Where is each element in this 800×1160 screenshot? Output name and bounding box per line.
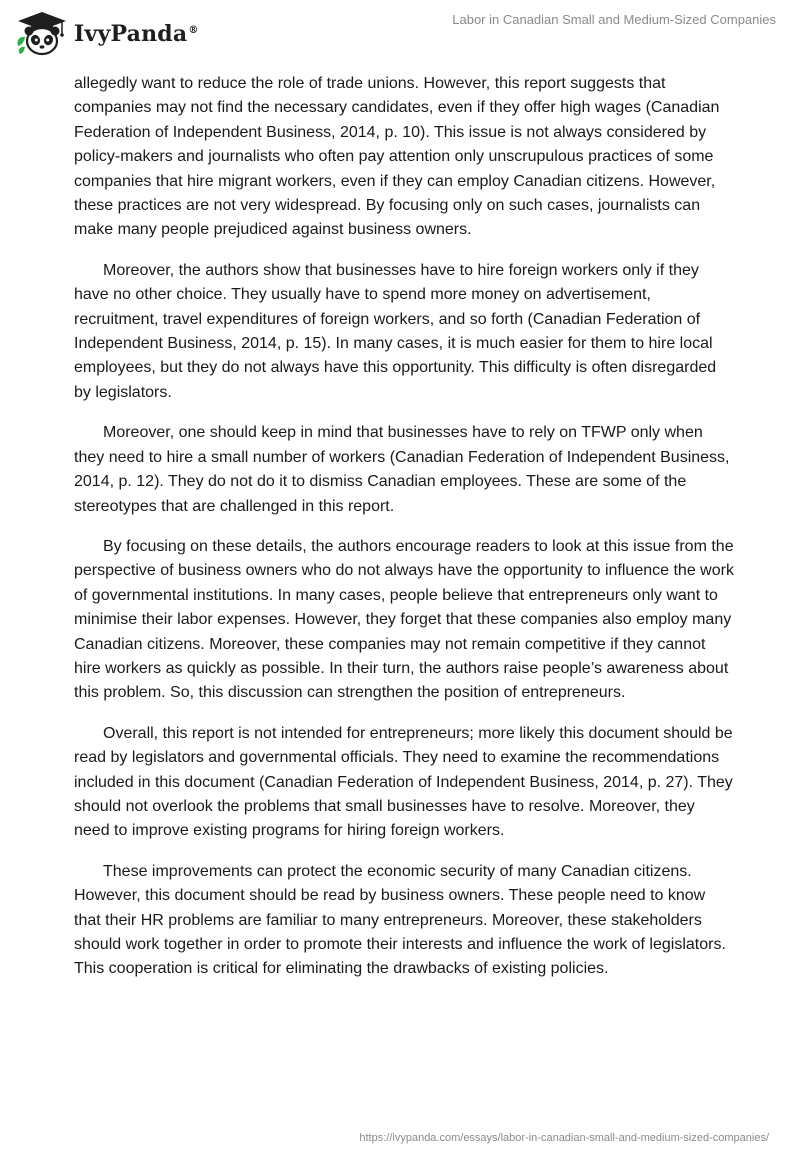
page-header xyxy=(0,0,800,70)
essay-body xyxy=(74,72,734,998)
panda-graduate-icon xyxy=(14,10,70,58)
paragraph: Overall, this report is not intended for entrepreneurs; more likely this document should be read by legislators and governmental officials. They need to examine the recommendations included in this document (Canadian Federation of Independent Business, 2014, p. 27). They should not overlook the problems that small businesses have to resolve. Moreover, they need to improve existing programs for hiring foreign workers. xyxy=(74,724,733,840)
paragraph: Moreover, the authors show that businesses have to hire foreign workers only if they have no other choice. They usually have to spend more money on advertisement, recruitment, travel expenditures of foreign workers, and so forth (Canadian Federation of Independent Business, 2014, p. 15). In many cases, it is much easier for them to hire local employees, but they do not always have this opportunity. This difficulty is often disregarded by legislators. xyxy=(74,261,717,401)
registered-mark: ® xyxy=(188,24,199,36)
footer-url-link[interactable]: https://ivypanda.com/essays/labor-in-canadian-small-and-medium-sized-companies/ xyxy=(359,1132,769,1144)
document-title: Labor in Canadian Small and Medium-Sized Companies xyxy=(452,12,776,27)
paragraph: By focusing on these details, the authors encourage readers to look at this issue from the perspective of business owners who do not always have the opportunity to influence the work of governmental institutions. In many cases, people believe that entrepreneurs only want to minimise their labor expenses. However, they forget that these companies also employ many Canadian citizens. Moreover, these companies may not remain competitive if they cannot hire workers as quickly as possible. In their turn, the authors raise people’s awareness about this problem. So, this discussion can strengthen the position of entrepreneurs. xyxy=(74,537,734,702)
brand-logo[interactable] xyxy=(14,10,199,58)
paragraph: These improvements can protect the economic security of many Canadian citizens. However, this document should be read by business owners. These people need to know that their HR problems are familiar to many entrepreneurs. Moreover, these stakeholders should work together in order to promote their interests and influence the work of legislators. This cooperation is critical for eliminating the drawbacks of existing policies. xyxy=(74,862,726,978)
paragraph: allegedly want to reduce the role of trade unions. However, this report suggests that companies may not find the necessary candidates, even if they offer high wages (Canadian Federation of Independent Business, 2014, p. 10). This issue is not always considered by policy-makers and journalists who often pay attention only unscrupulous practices of some companies that hire migrant workers, even if they can employ Canadian citizens. However, these practices are not very widespread. By focusing only on such cases, journalists can make many people prejudiced against business owners. xyxy=(74,75,720,239)
paragraph: Moreover, one should keep in mind that businesses have to rely on TFWP only when they need to hire a small number of workers (Canadian Federation of Independent Business, 2014, p. 12). They do not do it to dismiss Canadian employees. These are some of the stereotypes that are challenged in this report. xyxy=(74,424,730,515)
brand-name: IvyPanda® xyxy=(74,21,199,47)
